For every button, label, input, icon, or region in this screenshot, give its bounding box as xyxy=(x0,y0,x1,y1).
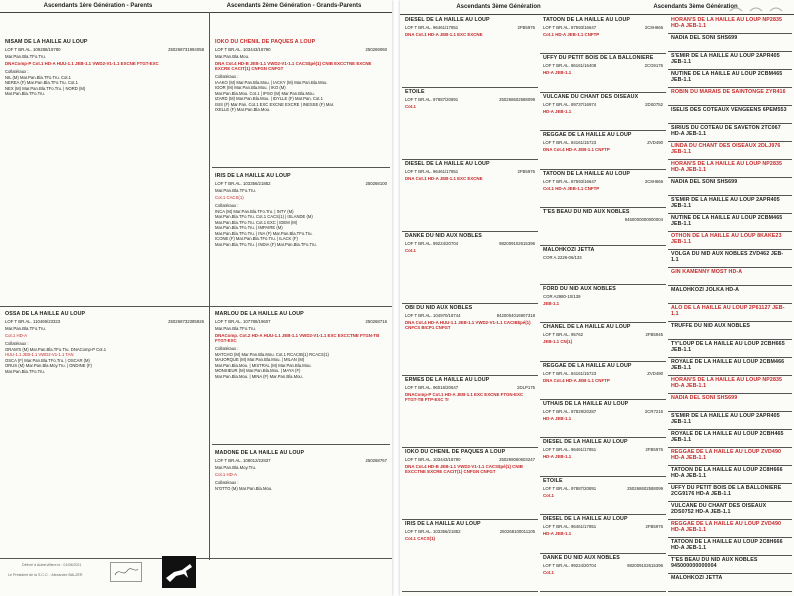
gen3-ancestor-dna: DNAComp-P Cot.1 HD-A JEB-1.1 EXC EXCNE FTGN-EXC FTGT-TB FTP-EXC Tr xyxy=(405,392,524,402)
gen5-ancestor-card xyxy=(668,448,792,466)
gen3-ancestor-chip: 250269060603247 xyxy=(499,457,535,462)
running-dog-icon xyxy=(162,556,196,588)
gen3-ancestor-card xyxy=(402,232,538,304)
gp1-collateral-line: IXELLE (F) Mar.Pan.Bla.Mou. xyxy=(215,107,271,112)
gen5-ancestor-name: ROBIN DU MARAIS DE SAINTONGE ZYR416 xyxy=(671,89,786,95)
dam-reg: LOF T BR.AL. 110469/23323 xyxy=(5,319,61,324)
gen5-ancestor-card xyxy=(668,268,792,286)
gp2-collateral-line: Mar.Pan.Bla.TFo.Tru. | IMPAIRE (M) xyxy=(215,225,283,230)
gen5-ancestor-card xyxy=(668,250,792,268)
gen4-ancestor-card xyxy=(540,323,666,361)
sire-color: Mar.Pan.Bla.TFo.Tru. xyxy=(5,54,46,59)
grandsire-paternal-card xyxy=(212,38,390,168)
gen5-ancestor-card xyxy=(668,574,792,592)
gen3-ancestor-name: IRIS DE LA HAILLE AU LOUP xyxy=(405,521,481,527)
gen4-ancestor-chip: 2FB5976 xyxy=(645,524,663,530)
footer-divider xyxy=(0,558,392,559)
header-gen2: Ascendants 2ème Génération - Grands-Parents xyxy=(226,3,362,9)
deer-logo xyxy=(726,2,790,14)
gen4-ancestor-reg: LOF T BR.AL. 86161/16408 xyxy=(543,63,597,69)
gp1-name: IOKO DU CHENIL DE PAQUES A LOUP xyxy=(215,39,316,45)
gen4-ancestor-chip: 2FB5945 xyxy=(645,332,663,338)
gen3-ancestor-dna: DNA Cot.4 HD-B JEB-1.1 VWD2-V1-1.1 CACS$pé(1) CNIB EXCCTNE EXCRE CACIT(1) CNFGN CNFGT xyxy=(405,464,523,474)
gen3-ancestor-reg: LOF T BR.AL. 96461/17851 xyxy=(405,169,459,174)
dam-collateral-line: OSCA (F) Mar.Pan.Bla.TFo.Tru. | OSCAR (M) xyxy=(5,357,90,363)
gp4-reg: LOF T BR.AL. 108012/22837 xyxy=(215,458,271,463)
gp3-chip: 250268716 xyxy=(365,319,387,324)
sire-collateral-line: Mar.Pan.Bla.TFo.Tru. xyxy=(5,91,45,96)
gen3-ancestor-reg: LOF T BR.AL. 103356/21852 xyxy=(405,529,461,534)
gen5-ancestor-name: VULCANE DU CHANT DES OISEAUX 2DS0752 HD-A JEB-1.1 xyxy=(671,503,767,515)
gen3-ancestor-name: DANKE DU NID AUX NOBLES xyxy=(405,233,482,239)
gen5-ancestor-card xyxy=(668,34,792,52)
gen4-ancestor-chip: 2FB5976 xyxy=(645,447,663,453)
gp2-chip: 250268100 xyxy=(365,181,387,186)
gen3-ancestor-reg: LOF T BR.AL. 104970/18744 xyxy=(405,313,461,318)
gen4-ancestor-dna: HD-A JEB-1.1 xyxy=(543,416,572,421)
gp2-collateral-line: INCA (M) Mar.Pan.Bla.TFo.Tru. | INTY (M) xyxy=(215,208,294,214)
gen3-ancestor-chip: 250268602588099 xyxy=(499,97,535,102)
row-divider xyxy=(0,306,392,307)
gp3-collateral-line: MONSIEUR (M) Mar.Pan.Bla.Mou. | MAYA (F) xyxy=(215,368,301,373)
gen3-ancestor-card xyxy=(402,520,538,592)
gp1-collateral-line: IGOR (M) Mar.Pan.Bla.Mou. | IKO (M) xyxy=(215,85,286,90)
gp1-collateral-title: Collatéraux : xyxy=(215,74,239,79)
gen3-ancestor-chip: 2FB5976 xyxy=(517,25,535,30)
gen5-ancestor-name: ALO DE LA HAILLE AU LOUP 2P61127 JEB-1.1 xyxy=(671,305,785,317)
gen5-ancestor-name: NUTINE DE LA HAILLE AU LOUP 2CBM465 JEB-1.1 xyxy=(671,71,783,83)
gen5-ancestor-card xyxy=(668,520,792,538)
gen4-ancestor-card xyxy=(540,438,666,476)
gen5-ancestor-name: VOLGA DU NID AUX NOBLES ZVD462 JEB-1.1 xyxy=(671,251,784,263)
gp1-reg: LOF T BR.AL. 103443/18790 xyxy=(215,47,271,52)
gen5-ancestor-card xyxy=(668,124,792,142)
gen4-ancestor-card xyxy=(540,554,666,592)
dam-collateral-line: ORUS (M) Mar.Pan.Bla.Moy.Tru. | ONDINE (F) xyxy=(5,363,92,368)
gen5-ancestor-card xyxy=(668,304,792,322)
gp4-chip: 250268767 xyxy=(365,458,387,463)
grandsire-maternal-card xyxy=(212,310,390,445)
sire-collateral-line: NIL (M) Mar.Pan.Bla.TFo.Tru. Cot.1 xyxy=(5,74,72,80)
signature-box xyxy=(110,562,142,582)
gen3-ancestor-dna: DNA Cot.1 HD-A JEB-1.1 EXC EXCNE xyxy=(405,32,483,37)
gen3-ancestor-reg: LOF T BR.AL. 99224/20704 xyxy=(405,241,459,246)
gen5-ancestor-name: REGGAE DE LA HAILLE AU LOUP ZVD490 HD-A JEB-1.1 xyxy=(671,521,782,533)
gen4-ancestor-card xyxy=(540,285,666,323)
gen4-ancestor-dna: HD-A JEB-1.1 xyxy=(543,454,572,460)
gen5-ancestor-name: TATOON DE LA HAILLE AU LOUP 2C8H666 HD-A JEB-1.1 xyxy=(671,539,783,551)
gp2-collateral-line: Mar.Pan.Bla.TFo.Tru. Cot.1 EXC | IDEM (M) xyxy=(215,219,298,225)
gen5-ancestor-name: NADIA DEL SONI SHS699 xyxy=(671,395,738,401)
gen4-ancestor-dna: HD-A JEB-1.1 xyxy=(543,70,572,76)
sire-name: NISAM DE LA HAILLE AU LOUP xyxy=(5,39,88,45)
gen5-ancestor-card xyxy=(668,178,792,196)
gen5-ancestor-name: S'EMIR DE LA HAILLE AU LOUP 2APR405 JEB-1.1 xyxy=(671,413,780,425)
gp4-collateral-title: Collatéraux : xyxy=(215,480,239,485)
gen5-ancestor-card xyxy=(668,376,792,394)
gen5-ancestor-name: HORAN'S DE LA HAILLE AU LOUP NP2835 HD-A JEB-1.1 xyxy=(671,161,783,173)
gen4-ancestor-dna: JEB-1.1 CN(1) xyxy=(543,339,573,345)
generation-header-row xyxy=(0,0,392,13)
gen4-ancestor-name: TATOON DE LA HAILLE AU LOUP xyxy=(543,17,631,23)
gen4-ancestor-reg: LOF T BR.AL. 99224/20704 xyxy=(543,562,597,568)
gen4-ancestor-reg: LOF T BR.AL. 96461/17851 xyxy=(543,524,597,530)
gen4-ancestor-chip: ZVD490 xyxy=(647,140,663,146)
dam-name: OSSA DE LA HAILLE AU LOUP xyxy=(5,311,86,317)
gen5-ancestor-card xyxy=(668,502,792,520)
gen5-ancestor-name: UFFY DU PETIT BOIS DE LA BALLONIERE 2CG9176 HD-A JEB-1.1 xyxy=(671,485,782,497)
gen5-ancestor-name: OTHON DE LA HAILLE AU LOUP 8KAKE23 JEB-1.1 xyxy=(671,233,782,245)
gp1-dna: DNA Cot.4 HD-B JEB-1.1 VWD2-V1-1.1 CACS$pé(1) CNIB EXCCTNE EXCNE EXCRE CACIT(1) CNFGN CNFGT xyxy=(215,61,372,71)
gen3-ancestor-chip: 2FB5976 xyxy=(517,169,535,174)
gen3-ancestor-dna: Cot.1 CACS(1) xyxy=(405,536,436,541)
gen3-ancestor-reg: LOF T BR.AL. 97887/20891 xyxy=(405,97,459,102)
gen4-ancestor-dna: DNA Cot.4 HD-A JEB-1.1 CNFTP xyxy=(543,147,610,153)
gp3-collateral-line: MATCHO (M) Mar.Pan.Bla.Mou. Cot.1 RCACIB(1) RCACS(1) xyxy=(215,351,329,357)
gp2-color: Mar.Pan.Bla.TFo.Tru. xyxy=(215,188,256,193)
gen3-ancestor-chip: 982009102615396 xyxy=(499,241,535,246)
gen3-ancestor-dna: Cot.1 xyxy=(405,248,416,253)
gen4-ancestor-card xyxy=(540,477,666,515)
gen4-ancestor-card xyxy=(540,16,666,54)
gen5-ancestor-card xyxy=(668,214,792,232)
gp1-collateral-line: Mar.Pan.Bla.Mou. Cot.1 | IPSO (M) Mar.Pan.Bla.Mou. xyxy=(215,90,315,96)
gen5-ancestor-card xyxy=(668,142,792,160)
gen5-ancestor-card xyxy=(668,394,792,412)
gen5-ancestor-name: TATOON DE LA HAILLE AU LOUP 2C8H666 HD-A JEB-1.1 xyxy=(671,467,783,479)
gen3-ancestor-card xyxy=(402,304,538,376)
gen3-ancestor-reg: LOF T BR.AL. 103443/18790 xyxy=(405,457,461,462)
dam-extra: Cot.1 HD-A xyxy=(5,333,27,338)
gp4-name: MADONE DE LA HAILLE AU LOUP xyxy=(215,450,305,456)
gen4-ancestor-card xyxy=(540,400,666,438)
gp4-collateral-line: N'OTTO (M) Mar.Pan.Bla.Mou. xyxy=(215,485,273,491)
gp2-name: IRIS DE LA HAILLE AU LOUP xyxy=(215,173,291,179)
gen4-ancestor-name: DIESEL DE LA HAILLE AU LOUP xyxy=(543,439,628,446)
gen5-ancestor-name: S'EMIR DE LA HAILLE AU LOUP 2APR405 JEB-1.1 xyxy=(671,197,780,209)
gp2-reg: LOF T BR.AL. 103356/21852 xyxy=(215,181,271,186)
gen5-ancestor-card xyxy=(668,322,792,340)
gen4-ancestor-reg: LOF T BR.AL. 89737/16974 xyxy=(543,101,597,107)
gen4-ancestor-card xyxy=(540,515,666,553)
gp3-name: MARLOU DE LA HAILLE AU LOUP xyxy=(215,311,304,317)
gen4-ancestor-name: CHANEL DE LA HAILLE AU LOUP xyxy=(543,324,631,331)
sire-collateral-title: Collatéraux : xyxy=(5,69,29,74)
column-divider xyxy=(209,12,210,560)
gen5-ancestor-name: MALOHKOZI JOLKA HD-A xyxy=(671,287,740,293)
gen5-ancestor-name: ISELIS DES COTEAUX VENGEENS 6PEM553 xyxy=(671,107,787,113)
gen5-ancestor-name: TRUFFE DU NID AUX NOBLES xyxy=(671,323,751,329)
gen4-ancestor-chip: 2C8H666 xyxy=(644,178,663,184)
gen3-ancestor-name: ERMES DE LA HAILLE AU LOUP xyxy=(405,377,490,383)
granddam-maternal-card xyxy=(212,449,390,549)
gp2-collateral-title: Collatéraux : xyxy=(215,203,239,208)
gen3-ancestor-card xyxy=(402,448,538,520)
gen4-ancestor-card xyxy=(540,93,666,131)
gp1-chip: 250269060 xyxy=(365,47,387,52)
gp3-color: Mar.Pan.Bla.TFo.Tru. xyxy=(215,326,256,331)
gen3-ancestor-chip: 250268100011105 xyxy=(499,529,535,534)
gen4-ancestor-reg: LOF T BR.AL. 96461/17851 xyxy=(543,447,597,453)
gp2-collateral-line: Mar.Pan.Bla.TFo.Tru. | INA (F) Mar.Pan.Bla.TFo.Tru. xyxy=(215,230,313,236)
gp3-reg: LOF T BR.AL. 107788/19607 xyxy=(215,319,271,324)
gp3-collateral-line: MAJORQUE (M) Mar.Pan.Bla.Mou. | MILAN (M) xyxy=(215,357,305,362)
gen4-ancestor-dna: DNA Cot.4 HD-A JEB-1.1 CNFTP xyxy=(543,377,610,383)
dam-card xyxy=(2,310,207,550)
footer-issued: Délivré à Aubervilliers le : 01/08/2021 xyxy=(22,563,82,567)
gen4-ancestor-dna: Cot.1 xyxy=(543,569,554,575)
sire-collateral-line: NEX (M) Mar.Pan.Bla.TFo.Tru. | NORD (M) xyxy=(5,85,86,91)
gen5-ancestor-name: ROYALE DE LA HAILLE AU LOUP 2CBM466 JEB-1.1 xyxy=(671,359,785,371)
gen4-ancestor-chip: 2CR7216 xyxy=(644,409,663,414)
gen4-ancestor-name: UFFY DU PETIT BOIS DE LA BALLONIERE xyxy=(543,55,654,62)
gen5-ancestor-card xyxy=(668,196,792,214)
gen5-ancestor-card xyxy=(668,556,792,574)
dam-collateral-title: Collatéraux : xyxy=(5,341,29,346)
gen4-ancestor-reg: LOF T BR.AL. 84161/15723 xyxy=(543,370,597,376)
gen4-ancestor-reg: LOF T BR.AL. 87829/20287 xyxy=(543,409,597,414)
gen4-ancestor-card xyxy=(540,208,666,246)
gen5-ancestor-name: NUTINE DE LA HAILLE AU LOUP 2CBM465 JEB-1.1 xyxy=(671,215,783,227)
gp4-color: Mar.Pan.Bla.Moy.Tru. xyxy=(215,465,257,470)
gen5-ancestor-card xyxy=(668,484,792,502)
gen5-ancestor-card xyxy=(668,340,792,358)
gen4-ancestor-name: TATOON DE LA HAILLE AU LOUP xyxy=(543,170,631,177)
gen3-ancestor-dna: DNA Cot.4 HD-A HUU-1.1 JEB-1.1 VWD2-V1-1.1 CACIB$pé(1) CNFCS BICP1 CNFGT xyxy=(405,320,531,330)
header-gen3: Ascendants 3ème Génération xyxy=(456,4,541,10)
gp1-collateral-line: IAAKO (M) Mar.Pan.Bla.Mou. | IACKY (M) Mar.Pan.Bla.Mou. xyxy=(215,79,328,85)
gen4-ancestor-chip: 2C8H666 xyxy=(644,25,663,30)
gen5-ancestor-name: TY'LOUP DE LA HAILLE AU LOUP 2CBH665 JEB-1.1 xyxy=(671,341,785,353)
gen4-ancestor-dna: Cot.1 HD-A JEB-1.1 CNFTP xyxy=(543,185,600,191)
header-gen1: Ascendants 1ère Génération - Parents xyxy=(43,3,153,9)
gen5-ancestor-name: S'EMIR DE LA HAILLE AU LOUP 2APR405 JEB-1.1 xyxy=(671,53,780,65)
gen3-ancestor-name: DIESEL DE LA HAILLE AU LOUP xyxy=(405,161,490,167)
gen3-ancestor-reg: LOF T BR.AL. 96016/20647 xyxy=(405,385,459,390)
gen4-ancestor-name: DIESEL DE LA HAILLE AU LOUP xyxy=(543,516,628,523)
gen4-ancestor-dna: HD-A JEB-1.1 xyxy=(543,531,572,537)
gen5-ancestor-card xyxy=(668,70,792,88)
gp2-collateral-line: Mar.Pan.Bla.TFo.Tru. Cot.1 CACS(1) | ISLANDE (M) xyxy=(215,214,313,219)
gp3-collateral-line: Mar.Pan.Bla.Mou. | MISTRAL (M) Mar.Pan.Bla.Mou. xyxy=(215,362,312,368)
gen4-ancestor-name: DANKE DU NID AUX NOBLES xyxy=(543,554,620,561)
club-logo xyxy=(162,556,196,588)
gp1-collateral-line: IZARD (M) Mar.Pan.Bla.Mou. | IDYLLE (F) Mar.Pan. Cot.1 xyxy=(215,96,323,101)
gen3-ancestor-chip: 2DLP175 xyxy=(517,385,535,390)
dam-collateral-line: ORAM'S (M) Mar.Pan.Bla.TFo.Tru. DNAComp-P Cot.1 xyxy=(5,346,107,352)
gen4-ancestor-dna: Cot.1 xyxy=(543,492,554,498)
gen4-ancestor-card xyxy=(540,362,666,400)
gen3-ancestor-card xyxy=(402,88,538,160)
gen5-ancestor-name: REGGAE DE LA HAILLE AU LOUP ZVD490 HD-A JEB-1.1 xyxy=(671,449,782,461)
gen4-ancestor-reg: COR A2980-10/139 xyxy=(543,293,581,299)
gp3-dna: DNAComp. Cot.2 HD-A HUU-1.1 JEB-1.1 VWD2-V1-1.1 EXC EXCCTNE FTGN-TB FTGT-EXC xyxy=(215,333,380,343)
gen5-ancestor-card xyxy=(668,52,792,70)
gp1-color: Mar.Pan.Bla.Mou. xyxy=(215,54,250,59)
gen5-ancestor-card xyxy=(668,160,792,178)
gen4-ancestor-name: ETOILE xyxy=(543,477,563,484)
gen4-ancestor-chip: 982009102615396 xyxy=(627,562,663,568)
gen4-ancestor-reg: LOF T BR.AL. 84161/15723 xyxy=(543,140,597,146)
gen3-ancestor-card xyxy=(402,376,538,448)
gen5-ancestor-name: NADIA DEL SONI SHS699 xyxy=(671,179,738,185)
dam-collateral-line: HUU-1.1 JEB-1.1 VWD2-V1-1.1 TAN xyxy=(5,352,74,357)
gen5-ancestor-card xyxy=(668,16,792,34)
gen3-ancestor-card xyxy=(402,160,538,232)
certificate-page-right xyxy=(400,0,794,596)
sire-collateral-line: NEREA (F) Mar.Pan.Bla.TFo.Tru. Cot.1 xyxy=(5,80,78,85)
gen3-ancestor-chip: 9420004016907318 xyxy=(496,313,535,318)
sire-dna: DNAComp-P Cot.1 HD-A HUU-1.1 JEB-1.1 VWD2-V1-1.1 EXCNE FTGT-EXC xyxy=(5,61,159,66)
gen3-ancestor-name: ETOILE xyxy=(405,89,425,95)
gen3-ancestor-name: IOKO DU CHENIL DE PAQUES A LOUP xyxy=(405,449,506,455)
gen5-ancestor-card xyxy=(668,106,792,124)
gen4-ancestor-card xyxy=(540,170,666,208)
gen5-ancestor-name: GIN KAMENNY MOST HD-A xyxy=(671,269,743,275)
gen5-ancestor-name: ROYALE DE LA HAILLE AU LOUP 2CBH465 JEB-1.1 xyxy=(671,431,784,443)
gp3-collateral-line: Mar.Pan.Bla.Mou. | MINA (F) Mar.Pan.Bla.Mou. xyxy=(215,373,303,379)
gen3-ancestor-name: DIESEL DE LA HAILLE AU LOUP xyxy=(405,17,490,23)
gen5-ancestor-name: NADIA DEL SONI SHS699 xyxy=(671,35,738,41)
gp2-collateral-line: Mar.Pan.Bla.TFo.Tru. | INDIA (F) Mar.Pan.Bla.TFo.Tru. xyxy=(215,241,317,247)
gen4-ancestor-name: UTHAIS DE LA HAILLE AU LOUP xyxy=(543,401,629,407)
gen5-ancestor-name: LINDA DU CHANT DES OISEAUX 2DLJ976 JEB-1.1 xyxy=(671,143,781,155)
gen5-ancestor-card xyxy=(668,430,792,448)
gen4-ancestor-reg: LOF T BR.AL. 87593/16647 xyxy=(543,25,597,30)
gen3-ancestor-name: OBI DU NID AUX NOBLES xyxy=(405,305,473,311)
gen4-ancestor-card xyxy=(540,54,666,92)
gen5-ancestor-name: HORAN'S DE LA HAILLE AU LOUP NP2835 HD-A JEB-1.1 xyxy=(671,17,783,29)
gen4-ancestor-card xyxy=(540,131,666,169)
gp4-extra: Cot.1 HD-A xyxy=(215,472,237,477)
gen4-ancestor-card xyxy=(540,246,666,284)
gp1-collateral-line: ISIS (F) Mar.Pan. Cot.1 EXC EXCNE EXCRE | INESSE (F) Mar. xyxy=(215,101,335,107)
gen4-ancestor-chip: 9450000000000004 xyxy=(624,217,663,222)
gen3-ancestor-card xyxy=(402,16,538,88)
gen4-ancestor-name: REGGAE DE LA HAILLE AU LOUP xyxy=(543,132,632,139)
gen4-ancestor-name: MALOHKOZI JETTA xyxy=(543,247,595,254)
gen4-ancestor-name: REGGAE DE LA HAILLE AU LOUP xyxy=(543,362,632,369)
gp2-collateral-line: ICONE (F) Mar.Pan.Bla.TFo.Tru. | ILACK (F) xyxy=(215,236,298,241)
signature-icon xyxy=(111,563,141,581)
gen5-ancestor-card xyxy=(668,88,792,106)
gen5-ancestor-card xyxy=(668,286,792,304)
gen5-ancestor-name: HORAN'S DE LA HAILLE AU LOUP NP2835 HD-A JEB-1.1 xyxy=(671,377,783,389)
footer-president: Le Président de la S.C.C. : Alexandre BALZER xyxy=(8,573,83,577)
gen4-ancestor-chip: 250268602588099 xyxy=(627,485,663,491)
gp3-collateral-title: Collatéraux : xyxy=(215,346,239,351)
dam-collateral-line: Mar.Pan.Bla.TFo.Tru. xyxy=(5,368,45,374)
dam-color: Mar.Pan.Bla.TFo.Tru. xyxy=(5,326,46,331)
gen5-ancestor-name: SIRIUS DU COTEAU DE SAVETON 2TC067 HD-A JEB-1.1 xyxy=(671,125,781,137)
gen4-ancestor-dna: HD-A JEB-1.1 xyxy=(543,108,572,114)
gen4-ancestor-chip: 2DS0752 xyxy=(645,101,663,107)
granddam-paternal-card xyxy=(212,172,390,304)
gen4-ancestor-chip: 2CG9176 xyxy=(644,63,663,69)
gen3-ancestor-reg: LOF T BR.AL. 96461/17851 xyxy=(405,25,459,30)
gen4-ancestor-reg: COR A.2226-06/133 xyxy=(543,255,582,261)
gen4-ancestor-name: VULCANE DU CHANT DES OISEAUX xyxy=(543,93,639,100)
dam-chip: 250268732385926 xyxy=(168,319,204,324)
gen5-ancestor-card xyxy=(668,358,792,376)
deer-silhouette-icon xyxy=(726,3,790,15)
gen5-ancestor-card xyxy=(668,412,792,430)
gen5-ancestor-name: T'ES BEAU DU NID AUX NOBLES 945000000000004 xyxy=(671,557,758,569)
sire-chip: 250268731994058 xyxy=(168,47,204,52)
gen4-ancestor-name: FORD DU NID AUX NOBLES xyxy=(543,285,616,292)
gen4-ancestor-dna: JEB-1.1 xyxy=(543,300,560,306)
gen4-ancestor-reg: LOF T BR.AL. 95762 xyxy=(543,332,583,338)
gen5-ancestor-card xyxy=(668,538,792,556)
sire-reg: LOF T BR.AL. 109288/19780 xyxy=(5,47,61,52)
gen5-ancestor-card xyxy=(668,232,792,250)
gen5-ancestor-name: MALOHKOZI JETTA xyxy=(671,575,723,581)
gen4-ancestor-reg: LOF T BR.AL. 87593/16647 xyxy=(543,178,597,184)
gen4-ancestor-name: T'ES BEAU DU NID AUX NOBLES xyxy=(543,209,630,215)
gen4-ancestor-dna: Cot.1 HD-A JEB-1.1 CNFTP xyxy=(543,32,600,37)
gen4-ancestor-chip: ZVD490 xyxy=(647,370,663,376)
gen5-ancestor-card xyxy=(668,466,792,484)
gp2-extra: Cot.1 CACS(1) xyxy=(215,195,244,200)
gen4-ancestor-reg: LOF T BR.AL. 97887/20891 xyxy=(543,485,597,491)
certificate-page-left xyxy=(0,0,392,596)
header-gen3b: Ascendants 3ème Génération xyxy=(653,4,738,10)
sire-card xyxy=(2,38,207,303)
gen3-ancestor-dna: Cot.1 xyxy=(405,104,416,109)
gen3-ancestor-dna: DNA Cot.1 HD-A JEB-1.1 EXC EXCNE xyxy=(405,176,483,181)
